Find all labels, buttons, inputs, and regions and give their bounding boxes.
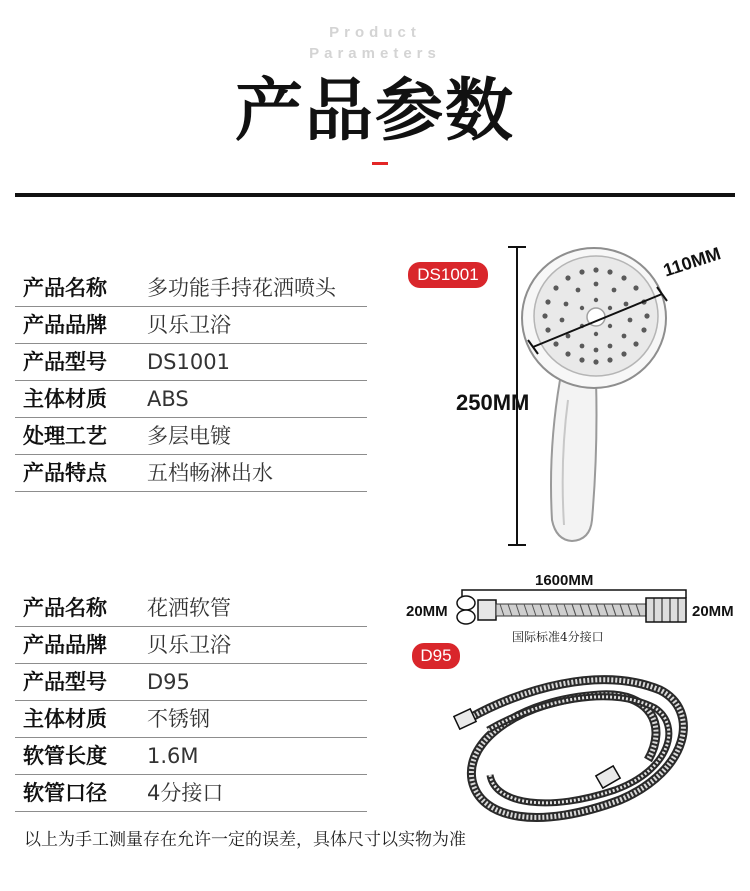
spec-value: 五档畅淋出水 bbox=[147, 461, 273, 485]
spec-label: 产品特点 bbox=[23, 461, 107, 485]
spec-label: 主体材质 bbox=[23, 707, 107, 731]
spec-label: 产品型号 bbox=[23, 350, 107, 374]
spec-value: 4分接口 bbox=[147, 781, 224, 805]
interface-note: 国际标准4分接口 bbox=[512, 630, 604, 644]
dimension-diameter-label: 110MM bbox=[660, 243, 724, 281]
dimension-length-label: 1600MM bbox=[535, 572, 594, 589]
spec-value: 贝乐卫浴 bbox=[147, 313, 231, 337]
spec-value: ABS bbox=[147, 387, 189, 411]
spec-label: 产品名称 bbox=[23, 596, 107, 620]
spec-value: 多层电镀 bbox=[147, 424, 231, 448]
spec-label: 产品名称 bbox=[23, 276, 107, 300]
spec-value: D95 bbox=[147, 670, 190, 694]
dimension-left-diameter-label: 20MM bbox=[406, 603, 448, 620]
dimension-right-diameter-label: 20MM bbox=[692, 603, 734, 620]
dimension-height-label: 250MM bbox=[456, 390, 530, 415]
footer-note: 以上为手工测量存在允许一定的误差，具体尺寸以实物为准 bbox=[24, 830, 466, 850]
spec-label: 产品型号 bbox=[23, 670, 107, 694]
spec-value: DS1001 bbox=[147, 350, 230, 374]
page-title: 产品参数 bbox=[234, 72, 515, 151]
model-tag-d95: D95 bbox=[412, 643, 460, 669]
spec-value: 1.6M bbox=[147, 744, 199, 768]
spec-label: 处理工艺 bbox=[23, 424, 107, 448]
spec-label: 软管长度 bbox=[23, 744, 107, 768]
header-subtitle-line2: Parameters bbox=[309, 45, 441, 62]
spec-label: 产品品牌 bbox=[23, 633, 107, 657]
spec-value: 不锈钢 bbox=[147, 707, 210, 731]
model-tag-ds1001: DS1001 bbox=[408, 262, 488, 288]
spec-label: 产品品牌 bbox=[23, 313, 107, 337]
spec-value: 多功能手持花洒喷头 bbox=[147, 276, 336, 300]
spec-value: 贝乐卫浴 bbox=[147, 633, 231, 657]
spec-label: 主体材质 bbox=[23, 387, 107, 411]
header-subtitle-line1: Product bbox=[329, 24, 421, 41]
spec-value: 花洒软管 bbox=[147, 596, 231, 620]
spec-label: 软管口径 bbox=[23, 781, 107, 805]
